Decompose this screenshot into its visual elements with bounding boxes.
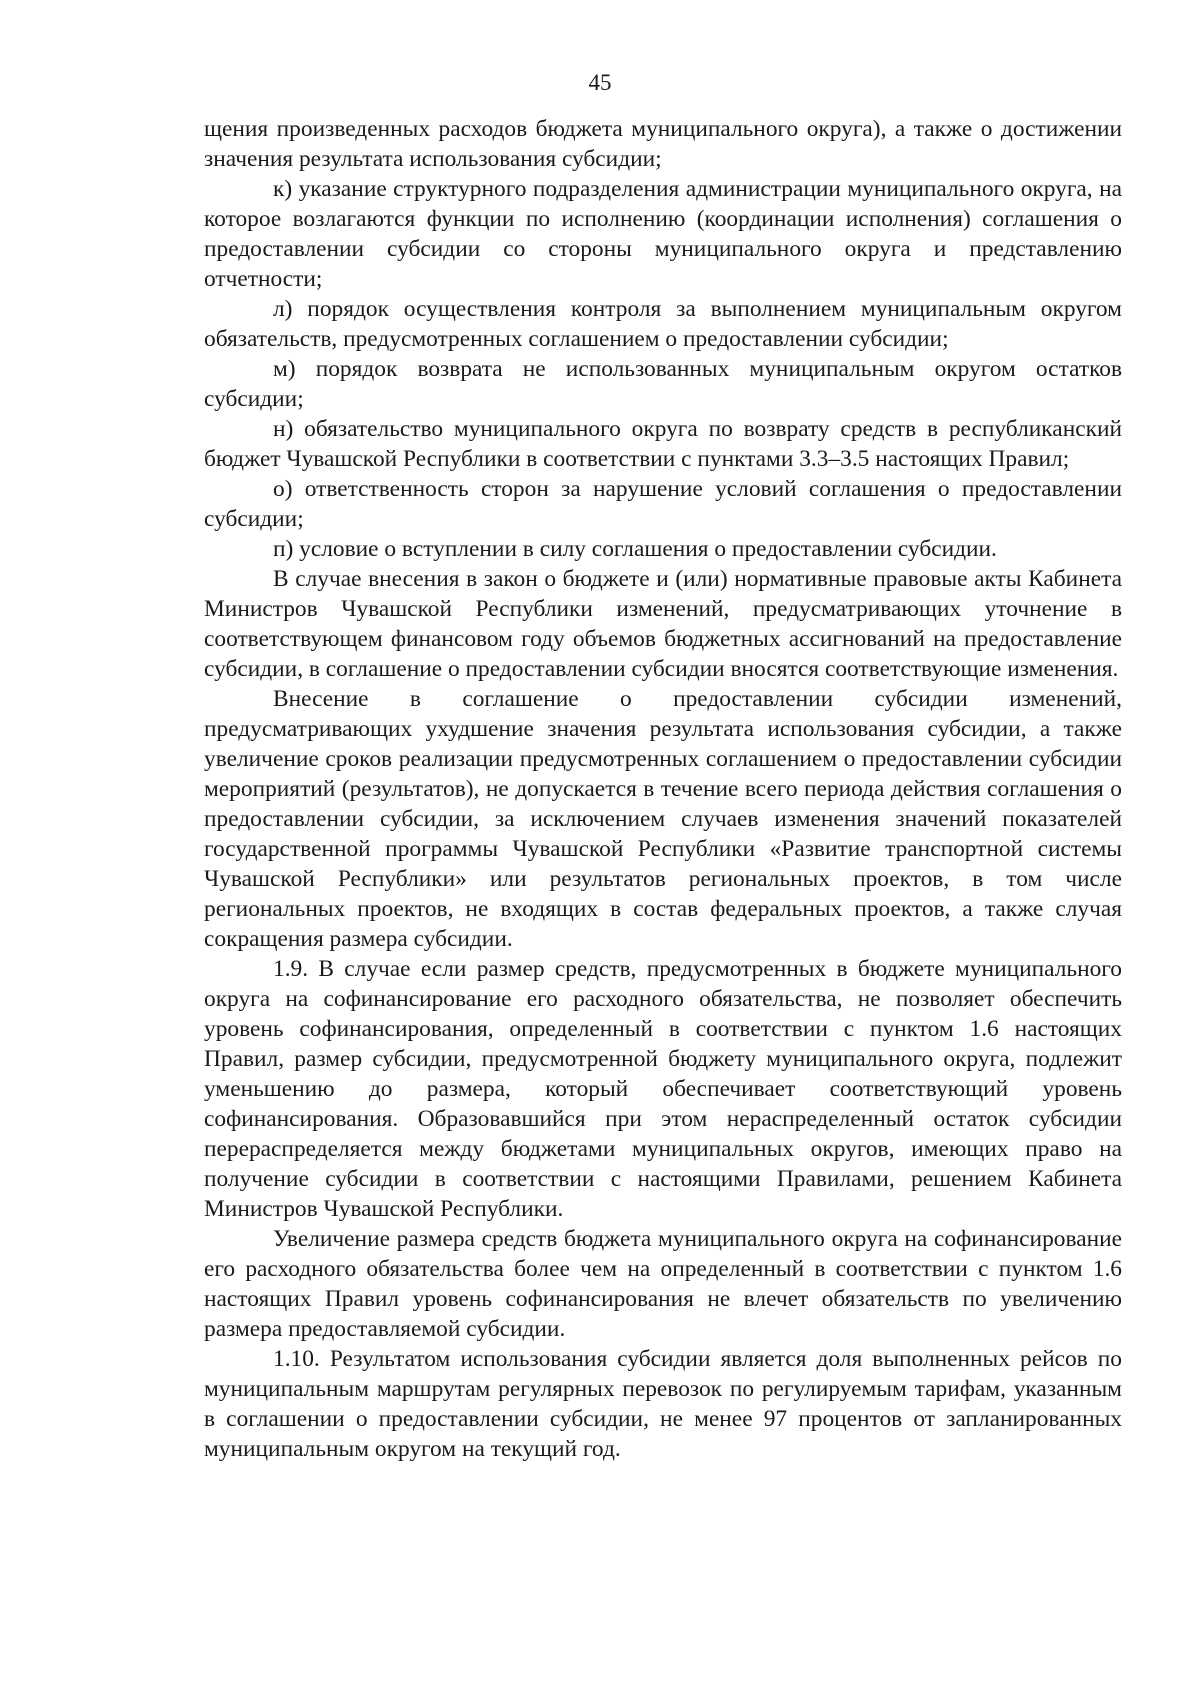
paragraph: к) указание структурного подразделения администрации муниципального округа, на которое возлагаются функции по исполнению (координации исполнения) соглашения о предоставлении субсидии со стороны муниципального округа и представлению отчетности;: [204, 176, 1122, 292]
paragraph: о) ответственность сторон за нарушение условий соглашения о предоставлении субсидии;: [204, 476, 1122, 532]
page-number: 45: [588, 70, 612, 95]
paragraph: В случае внесения в закон о бюджете и (или) нормативные правовые акты Кабинета Министров Чувашской Республики изменений, предусматривающих уточнение в соответствующем финансовом году объемов бюджетных ассигнований на предоставление субсидии, в соглашение о предоставлении субсидии вносятся соответствующие изменения.: [204, 566, 1122, 682]
paragraph: 1.9. В случае если размер средств, предусмотренных в бюджете муниципального округа на софинансирование его расходного обязательства, не позволяет обеспечить уровень софинансирования, определенный в соответствии с пунктом 1.6 настоящих Правил, размер субсидии, предусмотренной бюджету муниципального округа, подлежит уменьшению до размера, который обеспечивает соответствующий уровень софинансирования. Образовавшийся при этом нераспределенный остаток субсидии перераспределяется между бюджетами муниципальных округов, имеющих право на получение субсидии в соответствии с настоящими Правилами, решением Кабинета Министров Чувашской Республики.: [204, 956, 1122, 1222]
paragraph: Увеличение размера средств бюджета муниципального округа на софинансирование его расходного обязательства более чем на определенный в соответствии с пунктом 1.6 настоящих Правил уровень софинансирования не влечет обязательств по увеличению размера предоставляемой субсидии.: [204, 1226, 1122, 1342]
paragraph: л) порядок осуществления контроля за выполнением муниципальным округом обязательств, предусмотренных соглашением о предоставлении субсидии;: [204, 296, 1122, 352]
document-body: [204, 114, 1122, 1464]
paragraph: щения произведенных расходов бюджета муниципального округа), а также о достижении значения результата использования субсидии;: [204, 116, 1122, 172]
paragraph: 1.10. Результатом использования субсидии является доля выполненных рейсов по муниципальным маршрутам регулярных перевозок по регулируемым тарифам, указанным в соглашении о предоставлении субсидии, не менее 97 процентов от запланированных муниципальным округом на текущий год.: [204, 1346, 1122, 1462]
paragraph: м) порядок возврата не использованных муниципальным округом остатков субсидии;: [204, 356, 1122, 412]
paragraph: н) обязательство муниципального округа по возврату средств в республиканский бюджет Чувашской Республики в соответствии с пунктами 3.3–3.5 настоящих Правил;: [204, 416, 1122, 472]
paragraph: п) условие о вступлении в силу соглашения о предоставлении субсидии.: [273, 536, 997, 562]
paragraph: Внесение в соглашение о предоставлении субсидии изменений, предусматривающих ухудшение значения результата использования субсидии, а также увеличение сроков реализации предусмотренных соглашением о предоставлении субсидии мероприятий (результатов), не допускается в течение всего периода действия соглашения о предоставлении субсидии, за исключением случаев изменения значений показателей государственной программы Чувашской Республики «Развитие транспортной системы Чувашской Республики» или результатов региональных проектов, в том числе региональных проектов, не входящих в состав федеральных проектов, а также случая сокращения размера субсидии.: [204, 686, 1122, 952]
